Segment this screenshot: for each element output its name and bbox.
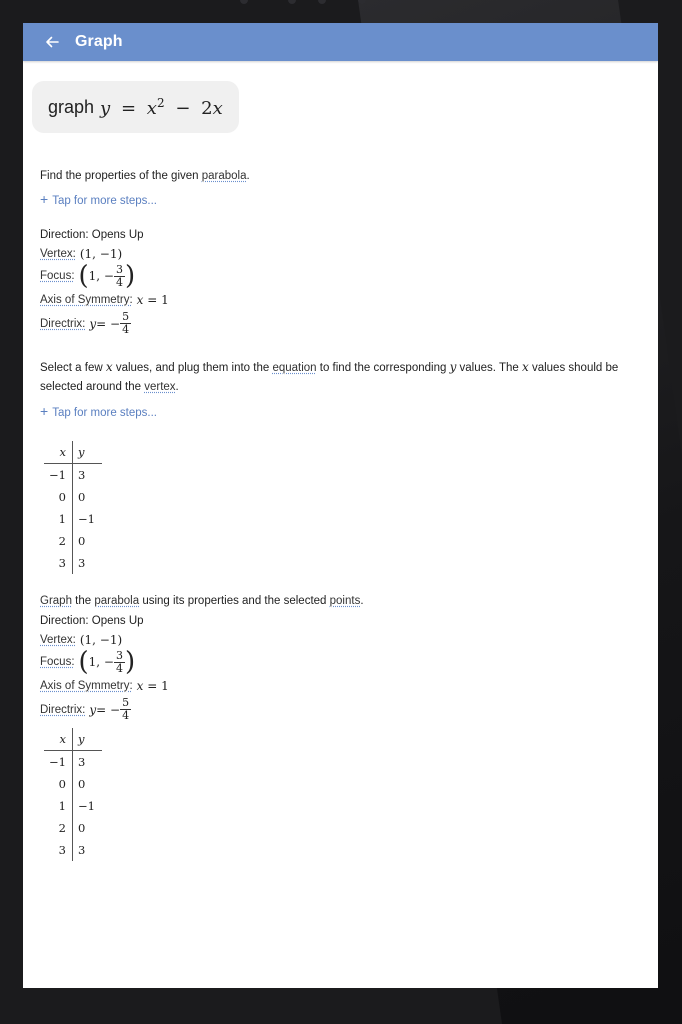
values-table-2 bbox=[44, 728, 102, 861]
focus-value: ( 1, − $\frac{3}{4}$ ) bbox=[78, 647, 136, 677]
directrix-label[interactable]: Directrix: bbox=[40, 703, 86, 716]
step2-intro: Select a few x values, and plug them into the equation to find the corresponding y values. The x values should be selected around the vertex. bbox=[40, 360, 619, 393]
table-row: 1 −1 bbox=[44, 795, 102, 817]
app-screen bbox=[23, 23, 658, 988]
plus-icon: + bbox=[40, 191, 49, 207]
focus-row bbox=[40, 649, 641, 675]
vertex-value: (1, −1) bbox=[79, 247, 123, 261]
direction-row: Direction: Opens Up bbox=[40, 229, 144, 241]
table-row: 3 3 bbox=[44, 839, 102, 861]
table-row: 2 0 bbox=[44, 530, 102, 552]
table-row: −1 3 bbox=[44, 751, 102, 774]
tablet-sensors bbox=[240, 0, 420, 6]
tap-more-steps-2[interactable]: + Tap for more steps... bbox=[40, 403, 158, 419]
back-button[interactable] bbox=[41, 31, 63, 53]
link-parabola[interactable]: parabola bbox=[201, 170, 247, 182]
directrix-row bbox=[40, 697, 641, 722]
focus-value: ( 1, − $\frac{3}{4}$ ) bbox=[78, 261, 136, 291]
query-prefix: graph bbox=[48, 96, 95, 117]
directrix-value: y = − $\frac{5}{4}$ bbox=[89, 310, 130, 336]
step3-intro: Graph the parabola using its properties and the selected points. bbox=[40, 595, 364, 607]
focus-row bbox=[40, 263, 641, 289]
table-row: 2 0 bbox=[44, 817, 102, 839]
link-graph[interactable]: Graph bbox=[40, 595, 72, 607]
app-bar bbox=[23, 23, 658, 61]
axis-value: x = 1 bbox=[136, 679, 169, 693]
table-row: −1 3 bbox=[44, 464, 102, 487]
vertex-row bbox=[40, 247, 641, 261]
query-bubble[interactable] bbox=[32, 81, 239, 133]
tap-more-steps-1[interactable]: + Tap for more steps... bbox=[40, 191, 158, 207]
axis-row bbox=[40, 293, 641, 307]
table-header: x y bbox=[44, 728, 102, 751]
directrix-row bbox=[40, 311, 641, 336]
table-row: 0 0 bbox=[44, 486, 102, 508]
table-header: x y bbox=[44, 441, 102, 464]
axis-of-symmetry-label[interactable]: Axis of Symmetry: bbox=[40, 294, 133, 306]
app-bar-title: Graph bbox=[75, 33, 123, 50]
plus-icon: + bbox=[40, 403, 49, 419]
vertex-value: (1, −1) bbox=[79, 633, 123, 647]
step1-intro: Find the properties of the given parabola. bbox=[40, 170, 250, 182]
table-row: 1 −1 bbox=[44, 508, 102, 530]
values-table-1 bbox=[44, 441, 102, 574]
axis-value: x = 1 bbox=[136, 293, 169, 307]
arrow-left-icon bbox=[45, 35, 59, 49]
table-row: 0 0 bbox=[44, 773, 102, 795]
vertex-label[interactable]: Vertex: bbox=[40, 634, 76, 646]
link-parabola[interactable]: parabola bbox=[94, 595, 140, 607]
table-row: 3 3 bbox=[44, 552, 102, 574]
directrix-label[interactable]: Directrix: bbox=[40, 317, 86, 330]
directrix-value: y = − $\frac{5}{4}$ bbox=[89, 696, 130, 722]
query-expression: $y = x^2 - 2x$ bbox=[100, 95, 223, 119]
direction-row: Direction: Opens Up bbox=[40, 615, 144, 627]
axis-row bbox=[40, 679, 641, 693]
vertex-label[interactable]: Vertex: bbox=[40, 248, 76, 260]
link-vertex[interactable]: vertex bbox=[144, 381, 176, 393]
focus-label[interactable]: Focus: bbox=[40, 656, 75, 668]
focus-label[interactable]: Focus: bbox=[40, 270, 75, 282]
solution-content bbox=[23, 61, 658, 861]
vertex-row bbox=[40, 633, 641, 647]
link-points[interactable]: points bbox=[329, 595, 361, 607]
axis-of-symmetry-label[interactable]: Axis of Symmetry: bbox=[40, 680, 133, 692]
link-equation[interactable]: equation bbox=[272, 362, 317, 374]
